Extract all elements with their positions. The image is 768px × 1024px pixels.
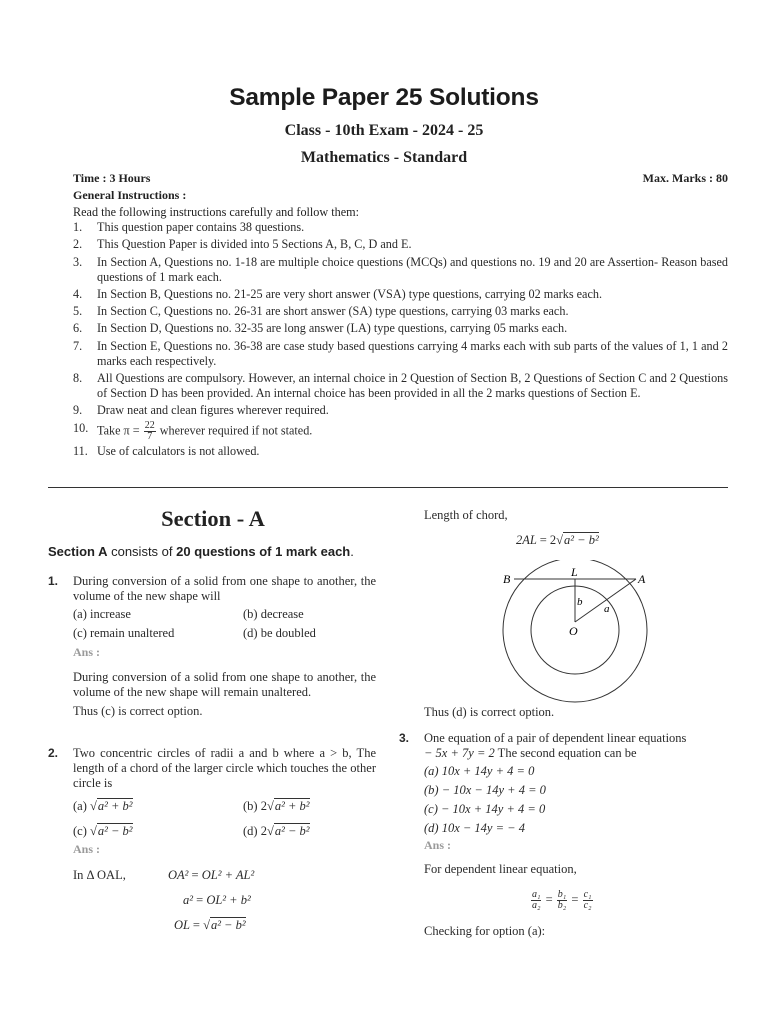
radius-oa xyxy=(575,579,636,622)
answer-conclusion: Thus (d) is correct option. xyxy=(424,705,555,719)
option-a: (a) increase xyxy=(73,607,131,621)
instruction-item: 11. Use of calculators is not allowed. xyxy=(73,443,260,458)
answer-conclusion: Thus (c) is correct option. xyxy=(73,704,203,718)
question-number: 3. xyxy=(399,731,410,745)
question-text: One equation of a pair of dependent linear equations xyxy=(424,731,687,745)
checking-text: Checking for option (a): xyxy=(424,924,546,938)
option-b: (b) decrease xyxy=(243,607,304,621)
dependent-text: For dependent linear equation, xyxy=(424,862,577,876)
subject-line: Mathematics - Standard xyxy=(300,149,468,166)
answer-text: During conversion of a solid from one shape to another, the volume of the new shape will remain unaltered. xyxy=(73,670,376,699)
question-3 xyxy=(399,731,729,877)
question-text: During conversion of a solid from one shape to another, the volume of the new shape will xyxy=(73,574,376,603)
equation-line: a² = OL² + b² xyxy=(183,893,251,907)
option-c: (c) − 10x + 14y + 4 = 0 xyxy=(424,802,546,816)
instruction-item: 9. Draw neat and clean figures wherever required. xyxy=(73,403,329,418)
instruction-item: 8. All Questions are compulsory. However, an internal choice in 2 Question of Section B, 2 Questions of Section C and 2 Questions of Section D has been provided. An internal choice has been provided in all the 2 marks questions of Section E. xyxy=(73,371,728,401)
label-a-point: A xyxy=(638,572,646,586)
label-o-point: O xyxy=(569,624,578,638)
label-b-point: B xyxy=(503,572,511,586)
max-marks: Max. Marks : 80 xyxy=(642,171,728,185)
instruction-item: 1. This question paper contains 38 questions. xyxy=(73,220,305,234)
instruction-item: 4. In Section B, Questions no. 21-25 are very short answer (VSA) type questions, carrying 02 marks each. xyxy=(73,286,602,301)
instruction-item: 6. In Section D, Questions no. 32-35 are long answer (LA) type questions, carrying 05 marks each. xyxy=(73,321,568,336)
label-b-radius: b xyxy=(577,596,583,608)
question-2 xyxy=(48,746,376,857)
triangle-label: In Δ OAL, xyxy=(73,868,126,882)
question-text: Two concentric circles of radii a and b where a > b, The length of a chord of the larger circle which touches the other circle is xyxy=(73,746,376,790)
question-number: 2. xyxy=(48,746,59,760)
section-note: Section A consists of 20 questions of 1 mark each. xyxy=(48,544,354,559)
instruction-item: 7. In Section E, Questions no. 36-38 are case study based questions carrying 4 marks each with sub parts of the values of 1, 1 and 2 marks each respectively. xyxy=(73,338,728,368)
instruction-item: 2. This Question Paper is divided into 5 Sections A, B, C, D and E. xyxy=(73,237,412,252)
option-d: (d) 10x − 14y = − 4 xyxy=(424,821,525,835)
option-b: (b) 2√a² + b² xyxy=(243,799,310,813)
option-a: (a) √a² + b² xyxy=(73,799,133,813)
question-number: 1. xyxy=(48,574,59,588)
option-a: (a) 10x + 14y + 4 = 0 xyxy=(424,764,535,778)
concentric-circles-figure xyxy=(490,560,660,706)
equation-line: OL = √a² − b² xyxy=(174,918,246,932)
section-divider xyxy=(48,487,728,488)
instructions-intro: Read the following instructions carefully and follow them: xyxy=(73,205,360,219)
chord-label: Length of chord, xyxy=(424,508,508,522)
chord-equation: 2AL = 2√a² − b² xyxy=(516,533,599,547)
ratio-equation: $\frac{\text{a₁}}{\text{a₂}}$ = $\frac{\text{b₁}}{\text{b₂}}$ = $\frac{\text{c₁}}{\text{c₂}}$ xyxy=(532,889,592,911)
instruction-item: 3. In Section A, Questions no. 1-18 are multiple choice questions (MCQs) and questions no. 19 and 20 are Assertion- Reason based questions of 1 mark each. xyxy=(73,254,728,284)
question-text-equation: − 5x + 7y = 2 The second equation can be xyxy=(424,746,637,760)
label-l-point: L xyxy=(571,565,578,579)
option-c: (c) remain unaltered xyxy=(73,626,175,640)
option-b: (b) − 10x − 14y + 4 = 0 xyxy=(424,783,546,797)
equation-line: OA² = OL² + AL² xyxy=(168,868,255,882)
time-allowed: Time : 3 Hours xyxy=(73,171,151,185)
class-line: Class - 10th Exam - 2024 - 25 xyxy=(284,122,484,139)
answer-label: Ans : xyxy=(424,838,452,852)
label-a-radius: a xyxy=(604,603,610,615)
section-heading: Section - A xyxy=(161,506,265,531)
general-instructions-heading: General Instructions : xyxy=(73,188,187,202)
paper-title: Sample Paper 25 Solutions xyxy=(229,84,539,111)
answer-label: Ans : xyxy=(73,842,101,856)
answer-label: Ans : xyxy=(73,645,101,659)
instruction-item: 5. In Section C, Questions no. 26-31 are short answer (SA) type questions, carrying 03 marks each. xyxy=(73,304,569,319)
option-d: (d) be doubled xyxy=(243,626,316,640)
option-c: (c) √a² − b² xyxy=(73,824,133,838)
instruction-item: 10. Take π = $\frac{22}{7}$ wherever required if not stated. xyxy=(73,419,313,442)
instructions-list xyxy=(73,220,728,461)
question-1 xyxy=(48,574,376,719)
option-d: (d) 2√a² − b² xyxy=(243,824,310,838)
